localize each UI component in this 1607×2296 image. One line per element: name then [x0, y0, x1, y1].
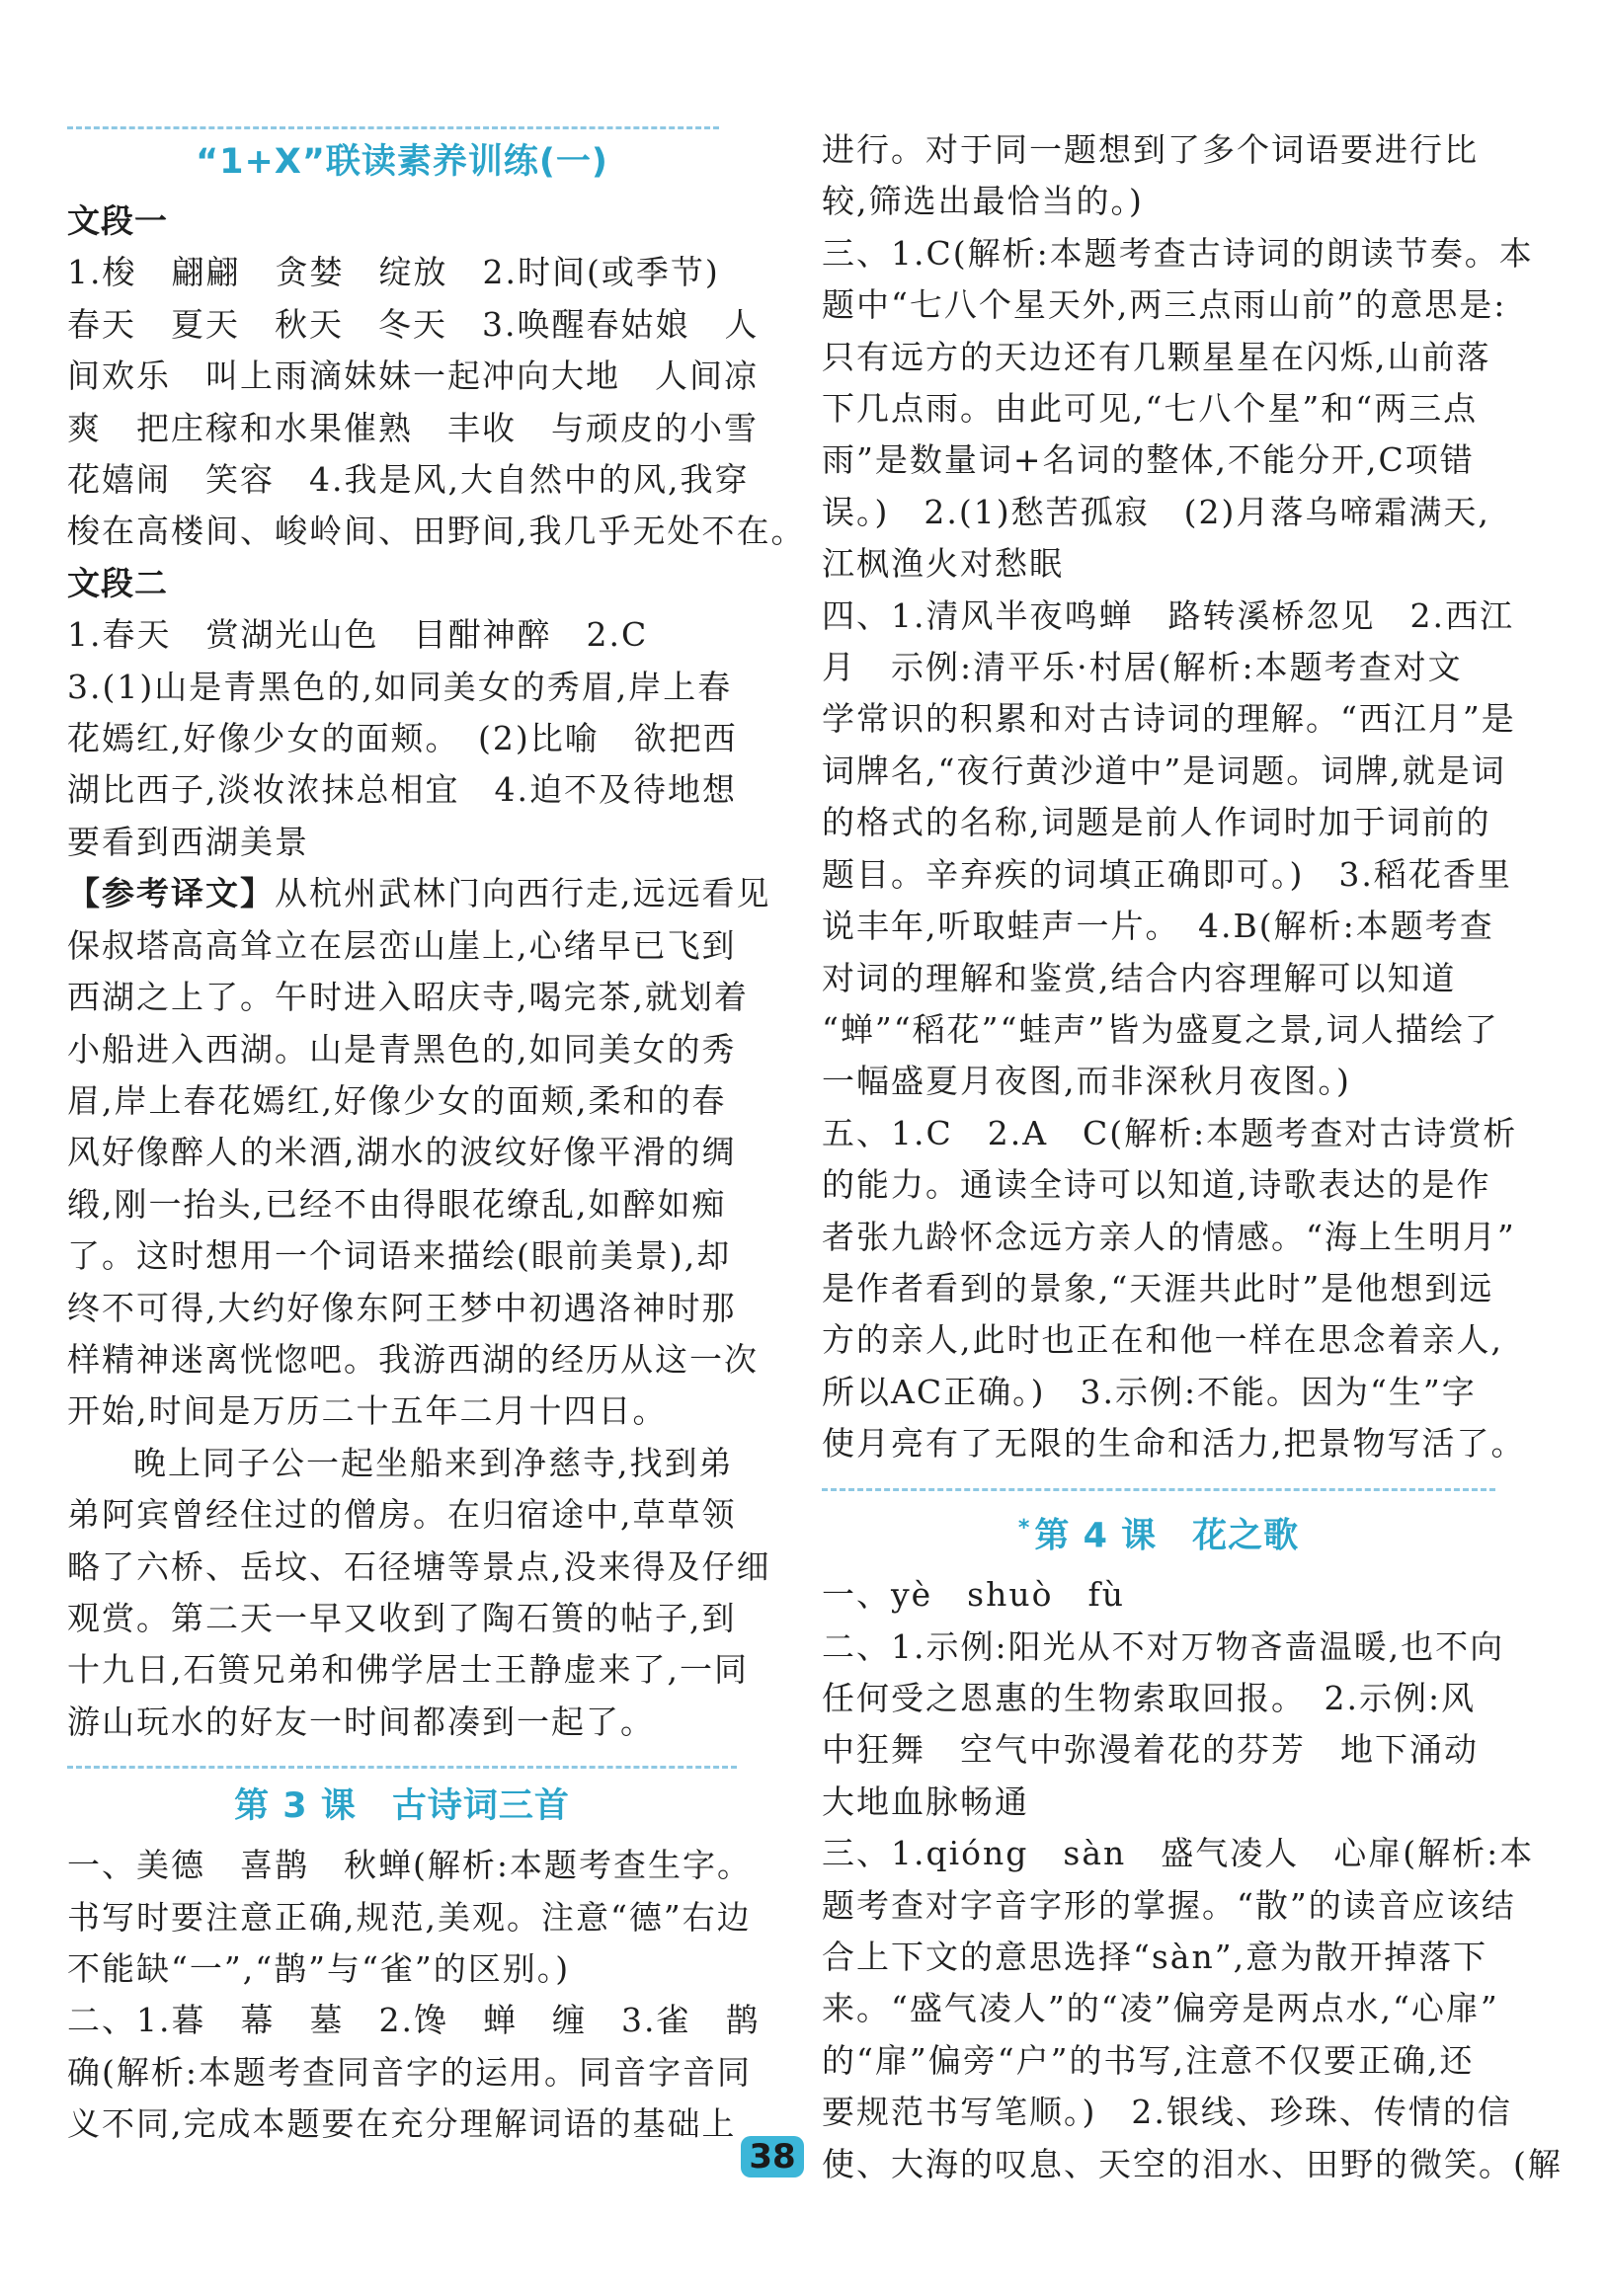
answer-line: 一、yè shuò fù — [822, 1575, 1125, 1615]
answer-line: 较,筛选出最恰当的。) — [822, 182, 1144, 221]
answer-line: 1.春天 赏湖光山色 目酣神醉 2.C — [67, 615, 649, 655]
passage-one-answers — [67, 247, 806, 557]
translation-line: 游山玩水的好友一时间都凑到一起了。 — [67, 1702, 655, 1741]
answer-line: 二、1.示例:阳光从不对万物吝啬温暖,也不向 — [822, 1626, 1505, 1666]
passage-two-heading: 文段二 — [67, 563, 168, 602]
section-divider — [822, 1488, 1495, 1491]
left-column — [67, 111, 806, 2151]
translation-line: 略了六桥、岳坟、石径塘等景点,没来得及仔细 — [67, 1546, 771, 1586]
answer-line: 一、美德 喜鹊 秋蝉(解析:本题考查生字。 — [67, 1846, 752, 1885]
translation-line: 缎,刚一抬头,已经不由得眼花缭乱,如醉如痴 — [67, 1184, 727, 1224]
passage-two-answers — [67, 609, 737, 868]
answer-line: 江枫渔火对愁眠 — [822, 544, 1064, 584]
reference-translation — [67, 868, 771, 1748]
lesson-4-title-text: 第 4 课 花之歌 — [1034, 1516, 1300, 1556]
answer-line: 的格式的名称,词题是前人作词时加于词前的 — [822, 803, 1491, 842]
translation-line: 了。这时想用一个词语来描绘(眼前美景),却 — [67, 1236, 732, 1276]
answer-line: 大地血脉畅通 — [822, 1781, 1029, 1821]
answer-line: 一幅盛夏月夜图,而非深秋月夜图。) — [822, 1062, 1351, 1101]
answer-line: 说丰年,听取蛙声一片。 4.B(解析:本题考查 — [822, 907, 1494, 946]
answer-line: 书写时要注意正确,规范,美观。注意“德”右边 — [67, 1897, 752, 1937]
answer-line: 要规范书写笔顺。) 2.银线、珍珠、传情的信 — [822, 2093, 1512, 2132]
translation-line: 观赏。第二天一早又收到了陶石篑的帖子,到 — [67, 1598, 737, 1637]
answer-line: 使、大海的叹息、天空的泪水、田野的微笑。(解 — [822, 2144, 1563, 2183]
lesson-4-title — [822, 1499, 1495, 1566]
translation-line: 开始,时间是万历二十五年二月十四日。 — [67, 1391, 668, 1431]
answer-line: 任何受之恩惠的生物索取回报。 2.示例:风 — [822, 1679, 1477, 1718]
answer-line: 中狂舞 空气中弥漫着花的芬芳 地下涌动 — [822, 1730, 1479, 1770]
translation-line: 样精神迷离恍惚吧。我游西湖的经历从这一次 — [67, 1339, 759, 1379]
answer-line: 进行。对于同一题想到了多个词语要进行比 — [822, 130, 1479, 169]
answer-line: 题中“七八个星天外,两三点雨山前”的意思是: — [822, 285, 1507, 325]
answer-line: 所以AC正确。) 3.示例:不能。因为“生”字 — [822, 1372, 1477, 1411]
answer-line: 花嬉闹 笑容 4.我是风,大自然中的风,我穿 — [67, 460, 750, 500]
answer-line: 湖比西子,淡妆浓抹总相宜 4.迫不及待地想 — [67, 770, 737, 810]
optional-lesson-star: * — [1017, 1515, 1031, 1541]
answer-line: 义不同,完成本题要在充分理解词语的基础上 — [67, 2104, 737, 2144]
answer-line: 学常识的积累和对古诗词的理解。“西江月”是 — [822, 699, 1516, 739]
answer-line: 对词的理解和鉴赏,结合内容理解可以知道 — [822, 958, 1457, 997]
translation-line: 风好像醉人的米酒,湖水的波纹好像平滑的绸 — [67, 1133, 737, 1172]
reference-first-line: 从杭州武林门向西行走,远远看见 — [275, 874, 771, 913]
section-divider — [67, 1766, 737, 1769]
page-number: 38 — [741, 2136, 804, 2177]
answer-line: 月 示例:清平乐·村居(解析:本题考查对文 — [822, 648, 1463, 687]
lesson-3-answers — [67, 1840, 761, 2150]
answer-line: 确(解析:本题考查同音字的运用。同音字音同 — [67, 2052, 752, 2092]
answer-line: 的“扉”偏旁“户”的书写,注意不仅要正确,还 — [822, 2040, 1475, 2080]
answer-line: 要看到西湖美景 — [67, 822, 309, 861]
right-column — [822, 126, 1563, 2190]
answer-line: 合上下文的意思选择“sàn”,意为散开掉落下 — [822, 1938, 1488, 1977]
answer-line: 误。) 2.(1)愁苦孤寂 (2)月落乌啼霜满天, — [822, 492, 1490, 531]
answer-line: 爽 把庄稼和水果催熟 丰收 与顽皮的小雪 — [67, 408, 759, 447]
answer-line: 者张九龄怀念远方亲人的情感。“海上生明月” — [822, 1217, 1516, 1256]
translation-line: 眉,岸上春花嫣红,好像少女的面颊,柔和的春 — [67, 1080, 727, 1120]
answer-line: 使月亮有了无限的生命和活力,把景物写活了。 — [822, 1424, 1526, 1464]
answer-line: 是作者看到的景象,“天涯共此时”是他想到远 — [822, 1268, 1494, 1307]
answer-line: 三、1.C(解析:本题考查古诗词的朗读节奏。本 — [822, 233, 1534, 273]
answer-line: 1.梭 翩翩 贪婪 绽放 2.时间(或季节) — [67, 253, 720, 292]
answer-line: 四、1.清风半夜鸣蝉 路转溪桥忽见 2.西江 — [822, 595, 1514, 635]
answer-line: 来。“盛气凌人”的“凌”偏旁是两点水,“心扉” — [822, 1989, 1499, 2028]
answer-line: 题目。辛弃疾的词填正确即可。) 3.稻花香里 — [822, 854, 1512, 894]
answer-line: 下几点雨。由此可见,“七八个星”和“两三点 — [822, 389, 1479, 429]
answer-line: 方的亲人,此时也正在和他一样在思念着亲人, — [822, 1320, 1503, 1360]
passage-one-heading: 文段一 — [67, 201, 168, 240]
translation-line: 保叔塔高高耸立在层峦山崖上,心绪早已飞到 — [67, 925, 737, 965]
translation-line: 小船进入西湖。山是青黑色的,如同美女的秀 — [67, 1029, 737, 1069]
translation-line: 弟阿宾曾经住过的僧房。在归宿途中,草草领 — [67, 1495, 737, 1535]
translation-line: 十九日,石篑兄弟和佛学居士王静虚来了,一同 — [67, 1650, 749, 1690]
answer-line: 3.(1)山是青黑色的,如同美女的秀眉,岸上春 — [67, 667, 733, 706]
translation-line: 晚上同子公一起坐船来到净慈寺,找到弟 — [133, 1443, 734, 1482]
answer-line: 只有远方的天边还有几颗星星在闪烁,山前落 — [822, 337, 1491, 376]
answer-line: 梭在高楼间、峻岭间、田野间,我几乎无处不在。 — [67, 512, 806, 551]
answer-line: “蝉”“稻花”“蛙声”皆为盛夏之景,词人描绘了 — [822, 1009, 1499, 1049]
translation-line: 西湖之上了。午时进入昭庆寺,喝完茶,就划着 — [67, 978, 749, 1017]
answer-line: 春天 夏天 秋天 冬天 3.唤醒春姑娘 人 — [67, 304, 760, 344]
answer-line: 雨”是数量词+名词的整体,不能分开,C项错 — [822, 440, 1475, 480]
answer-line: 的能力。通读全诗可以知道,诗歌表达的是作 — [822, 1165, 1491, 1205]
reference-label: 【参考译文】 — [67, 874, 275, 913]
answer-line: 五、1.C 2.A C(解析:本题考查对古诗赏析 — [822, 1113, 1518, 1152]
translation-line: 终不可得,大约好像东阿王梦中初遇洛神时那 — [67, 1288, 737, 1327]
answer-line: 词牌名,“夜行黄沙道中”是词题。词牌,就是词 — [822, 751, 1506, 790]
answer-line: 间欢乐 叫上雨滴妹妹一起冲向大地 人间凉 — [67, 356, 759, 396]
answer-line: 三、1.qióng sàn 盛气凌人 心扉(解析:本 — [822, 1834, 1535, 1873]
answer-line: 花嫣红,好像少女的面颊。 (2)比喻 欲把西 — [67, 719, 738, 758]
lesson-3-title: 第 3 课 古诗词三首 — [234, 1786, 570, 1827]
answer-line: 二、1.暮 幕 墓 2.馋 蝉 缠 3.雀 鹊 — [67, 2001, 761, 2040]
answer-line: 不能缺“一”,“鹊”与“雀”的区别。) — [67, 1949, 571, 1988]
section-title-1x: “1+X”联读素养训练(一) — [196, 142, 608, 182]
answer-line: 题考查对字音字形的掌握。“散”的读音应该结 — [822, 1885, 1516, 1925]
